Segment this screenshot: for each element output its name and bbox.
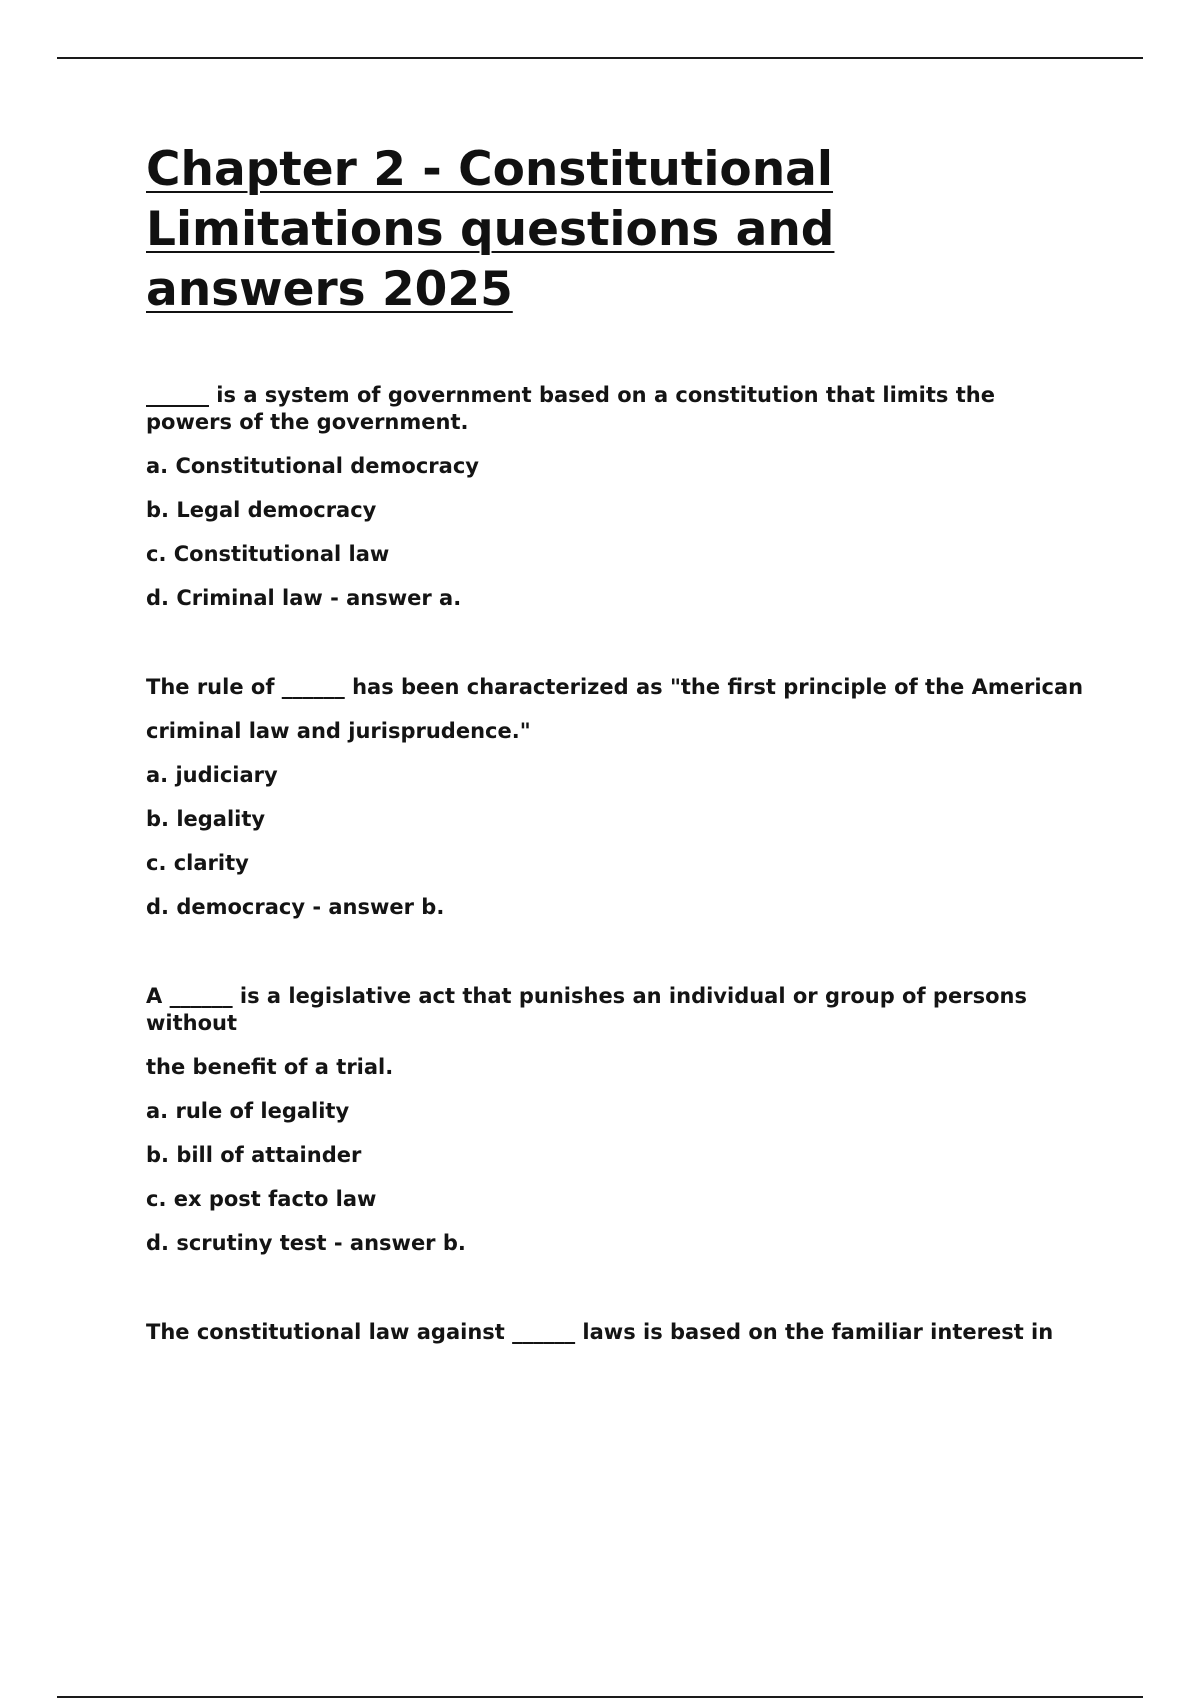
answer-option: c. clarity (146, 851, 249, 875)
document-body (146, 140, 1106, 1346)
document-title: Chapter 2 - Constitutional Limitations questions and answers 2025 (146, 142, 835, 317)
question-stem: The rule of ______ has been characterized as "the first principle of the American (146, 675, 1084, 699)
top-rule (57, 57, 1143, 59)
question-4 (146, 1319, 1106, 1346)
question-stem-continuation: the benefit of a trial. (146, 1055, 394, 1079)
question-stem: A ______ is a legislative act that punishes an individual or group of persons without (146, 984, 1027, 1035)
answer-option: d. democracy - answer b. (146, 895, 445, 919)
answer-option: d. Criminal law - answer a. (146, 586, 462, 610)
answer-option: c. Constitutional law (146, 542, 390, 566)
answer-option: c. ex post facto law (146, 1187, 377, 1211)
answer-option: b. legality (146, 807, 266, 831)
answer-option: d. scrutiny test - answer b. (146, 1231, 466, 1255)
answer-option: a. Constitutional democracy (146, 454, 479, 478)
answer-option: b. Legal democracy (146, 498, 377, 522)
question-1 (146, 382, 1106, 612)
answer-option: a. judiciary (146, 763, 278, 787)
question-stem-continuation: criminal law and jurisprudence." (146, 719, 531, 743)
question-2 (146, 674, 1106, 921)
answer-option: a. rule of legality (146, 1099, 350, 1123)
question-stem: ______ is a system of government based on a constitution that limits the powers of the government. (146, 383, 995, 434)
bottom-rule (57, 1696, 1143, 1698)
answer-option: b. bill of attainder (146, 1143, 362, 1167)
question-stem: The constitutional law against ______ laws is based on the familiar interest in (146, 1320, 1054, 1344)
question-3 (146, 983, 1106, 1257)
